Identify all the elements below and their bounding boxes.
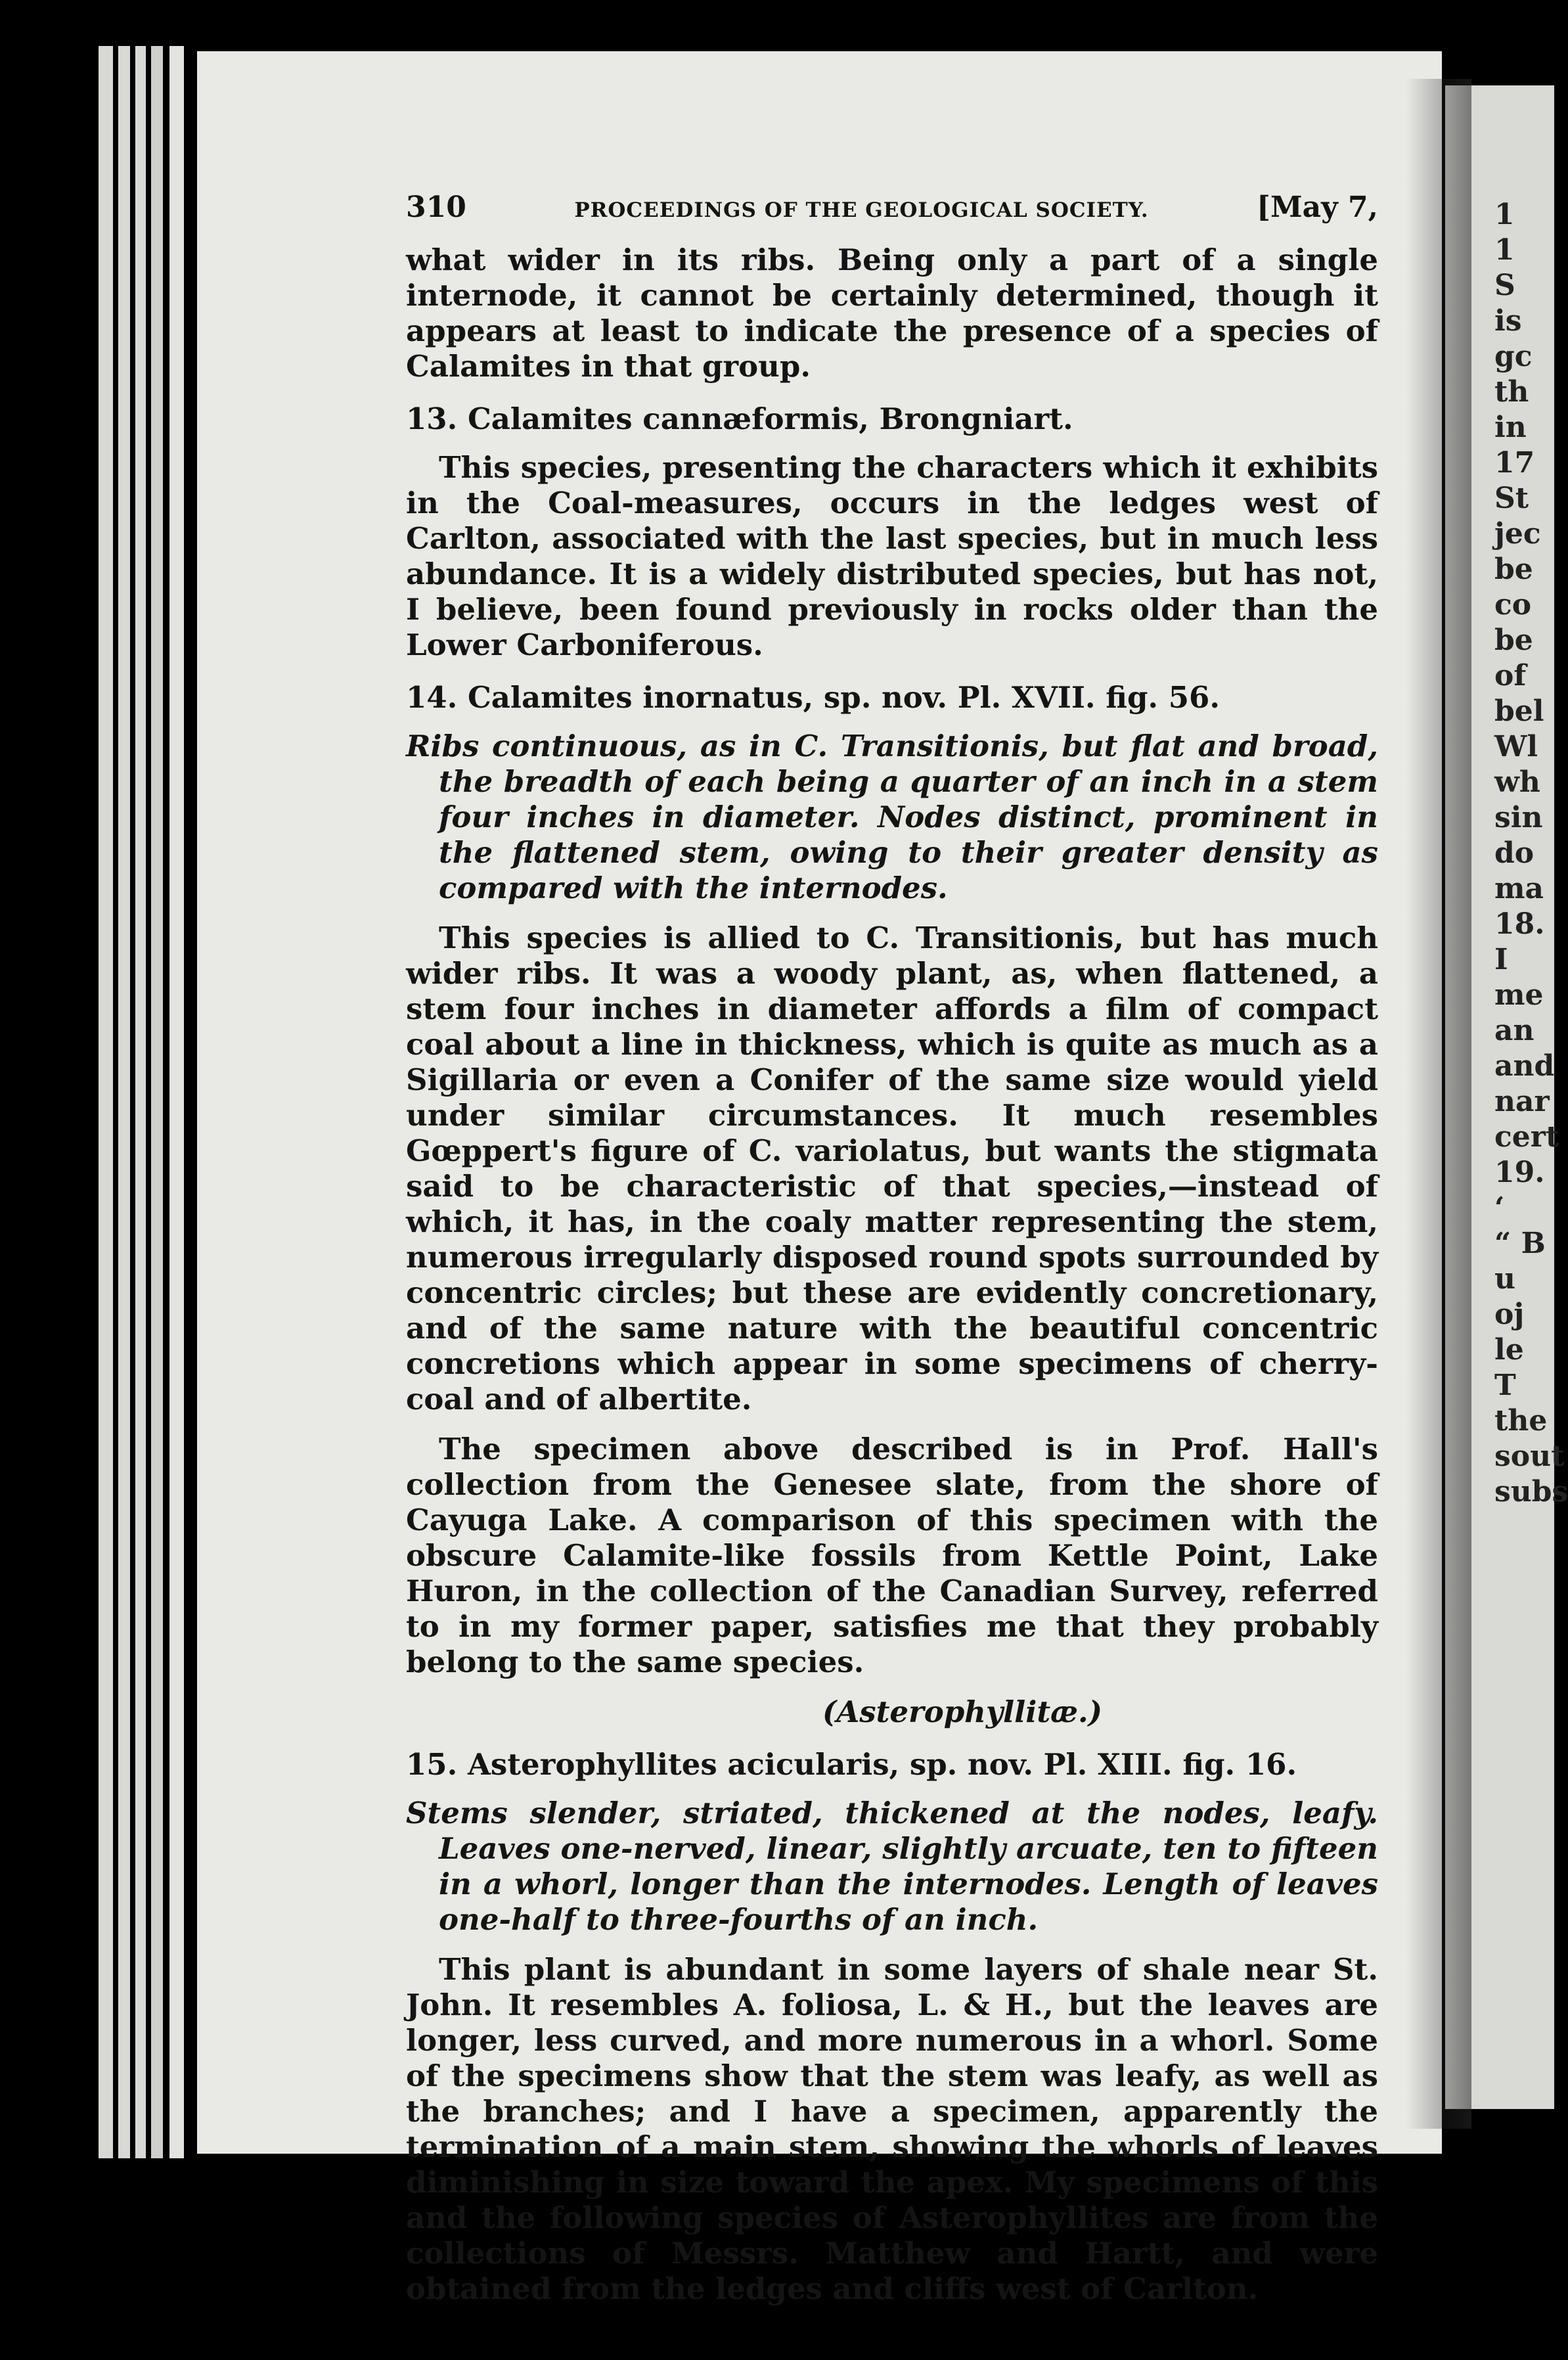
facing-page-fragment: do	[1494, 836, 1534, 870]
facing-page-fragment: Wl	[1494, 730, 1538, 763]
spine-shadow	[1406, 79, 1471, 2129]
species-heading-14: 14. Calamites inornatus, sp. nov. Pl. XVII. fig. 56.	[406, 680, 1221, 715]
facing-page-fragment: le	[1494, 1333, 1524, 1367]
paragraph: This species, presenting the characters which it exhibits in the Coal-measures, occurs in the ledges west of Carlton, associated with the last species, but in much less abundance. It is a widely distributed species, but has not, I believe, been found previously in rocks older than the Lower Carboniferous.	[406, 450, 1378, 662]
facing-page-fragment: wh	[1494, 765, 1540, 799]
facing-page-fragment: I	[1494, 943, 1508, 976]
paragraph: The specimen above described is in Prof. Hall's collection from the Genesee slate, from the shore of Cayuga Lake. A comparison of this specimen with the obscure Calamite-like fossils from Kettle Point, Lake Huron, in the collection of the Canadian Survey, referred to in my former paper, satisfies me that they probably belong to the same species.	[406, 1432, 1378, 1679]
paragraph: This species is allied to C. Transitionis, but has much wider ribs. It was a woody plant, as, when flattened, a stem four inches in diameter affords a film of compact coal about a line in thickness, which is quite as much as a Sigillaria or even a Conifer of the same size would yield under similar circumstances. It much resembles Gœppert's figure of C. variolatus, but wants the stigmata said to be characteristic of that species,—instead of which, it has, in the coaly matter representing the stem, numerous irregularly disposed round spots surrounded by concentric circles; but these are evidently concretionary, and of the same nature with the beautiful concentric concretions which appear in some specimens of cherry-coal and of albertite.	[406, 920, 1378, 1417]
running-title: PROCEEDINGS OF THE GEOLOGICAL SOCIETY.	[574, 198, 1149, 222]
facing-page-fragment: oj	[1494, 1298, 1525, 1331]
facing-page-fragment: sout	[1494, 1440, 1565, 1473]
facing-page-fragment: be	[1494, 553, 1533, 586]
facing-page-fragment: me	[1494, 978, 1544, 1012]
facing-page-fragment: jec	[1494, 517, 1541, 551]
facing-page-fragment: of	[1494, 659, 1527, 692]
facing-page-fragment: th	[1494, 375, 1529, 409]
facing-page-fragment: ma	[1494, 872, 1544, 905]
facing-page-fragment: gc	[1494, 340, 1533, 373]
species-heading-13: 13. Calamites cannæformis, Brongniart.	[406, 401, 1073, 436]
facing-page-fragment: 1	[1494, 198, 1515, 231]
facing-page-fragment: S	[1494, 269, 1515, 302]
facing-page-fragment: u	[1494, 1262, 1515, 1296]
facing-page-fragment: nar	[1494, 1085, 1550, 1118]
header-date: [May 7,	[1257, 191, 1378, 224]
page-number: 310	[406, 191, 466, 224]
facing-page-fragment: ‘	[1494, 1191, 1505, 1225]
facing-page-fragment: sin	[1494, 801, 1543, 834]
facing-page-fragment: T	[1494, 1369, 1516, 1402]
facing-page-fragment: 19.	[1494, 1156, 1545, 1189]
group-heading: (Asterophyllitæ.)	[822, 1694, 1102, 1729]
facing-page-fragment: and	[1494, 1049, 1555, 1083]
facing-page-fragment: 18.	[1494, 907, 1545, 941]
species-heading-15: 15. Asterophyllites acicularis, sp. nov. Pl. XIII. fig. 16.	[406, 1747, 1297, 1782]
facing-page-fragment: the	[1494, 1404, 1548, 1438]
paragraph: what wider in its ribs. Being only a part of a single internode, it cannot be certainly determined, though it appears at least to indicate the presence of a species of Calamites in that group.	[406, 242, 1378, 384]
facing-page-fragment: is	[1494, 304, 1522, 338]
facing-page-fragment: in	[1494, 411, 1527, 444]
facing-page-fragment: “ B	[1494, 1227, 1546, 1260]
facing-page-fragment: subs	[1494, 1475, 1568, 1509]
book-page-edges	[99, 46, 204, 2158]
facing-page-fragment: 1	[1494, 233, 1515, 267]
facing-page-fragment: be	[1494, 624, 1533, 657]
running-header	[406, 191, 1378, 224]
species-diagnosis-15: Stems slender, striated, thickened at the nodes, leafy. Leaves one-nerved, linear, slightly arcuate, ten to fifteen in a whorl, longer than the internodes. Length of leaves one-half to three-fourths of an inch.	[406, 1796, 1378, 1937]
facing-page-fragment: an	[1494, 1014, 1534, 1047]
facing-page-fragment: St	[1494, 482, 1529, 515]
facing-page-fragment: co	[1494, 588, 1532, 622]
species-diagnosis-14: Ribs continuous, as in C. Transitionis, but flat and broad, the breadth of each being a quarter of an inch in a stem four inches in diameter. Nodes distinct, prominent in the flattened stem, owing to their greater density as compared with the internodes.	[406, 729, 1378, 905]
page-content	[406, 191, 1378, 2321]
paragraph: This plant is abundant in some layers of shale near St. John. It resembles A. foliosa, L. & H., but the leaves are longer, less curved, and more numerous in a whorl. Some of the specimens show that the stem was leafy, as well as the branches; and I have a specimen, apparently the termination of a main stem, showing the whorls of leaves diminishing in size toward the apex. My specimens of this and the following species of Asterophyllites are from the collections of Messrs. Matthew and Hartt, and were obtained from the ledges and cliffs west of Carlton.	[406, 1952, 1378, 2306]
facing-page-fragment: bel	[1494, 694, 1544, 728]
facing-page-fragment: cert	[1494, 1120, 1559, 1154]
facing-page-text	[1494, 197, 1568, 1510]
facing-page-fragment: 17	[1494, 446, 1535, 480]
